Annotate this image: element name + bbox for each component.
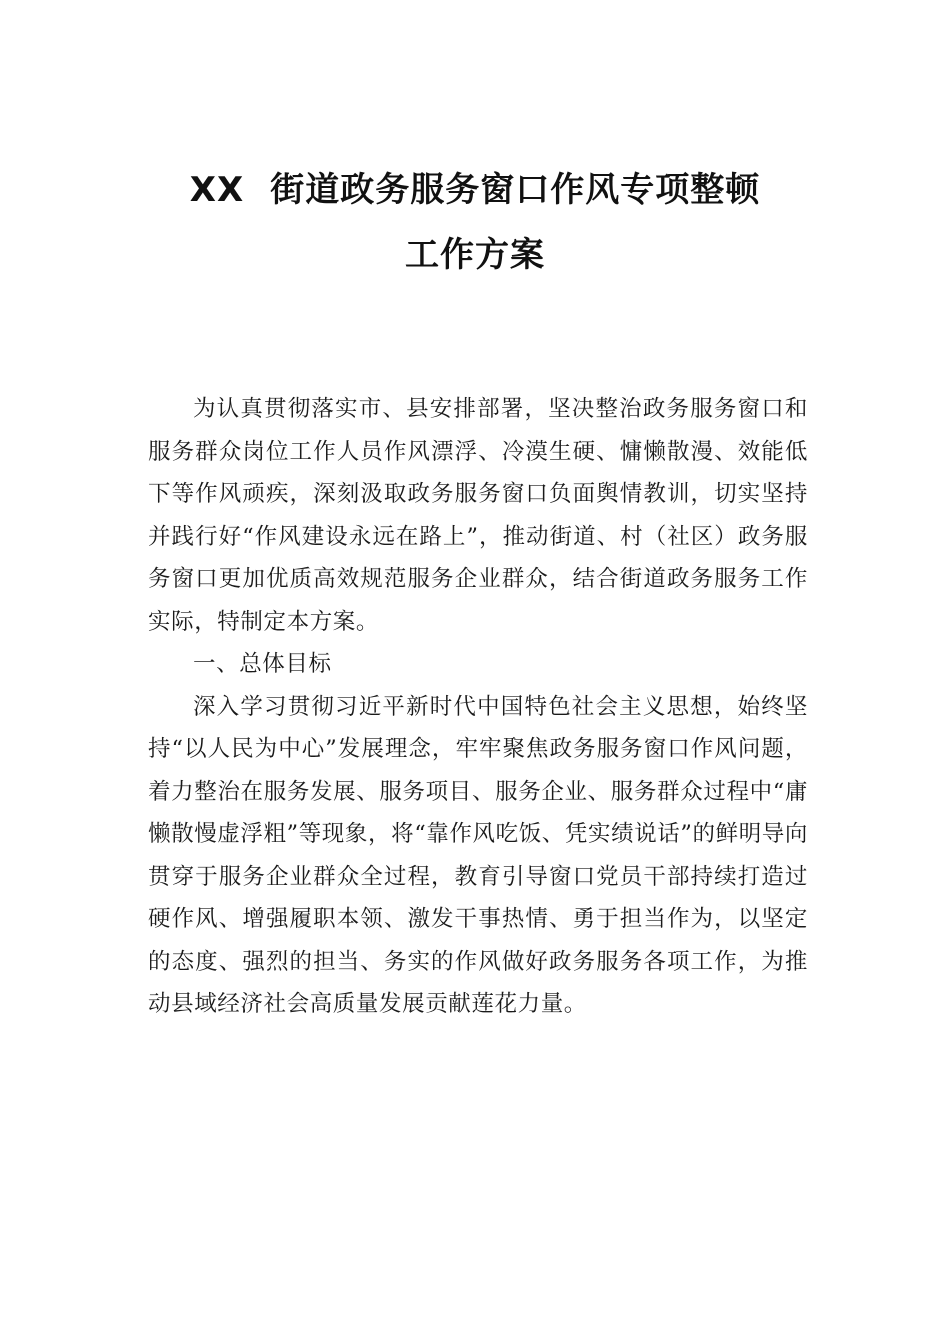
document-body — [148, 388, 808, 1026]
section-paragraph-overall-goal: 深入学习贯彻习近平新时代中国特色社会主义思想，始终坚持“以人民为中心”发展理念，牢牢聚焦政务服务窗口作风问题，着力整治在服务发展、服务项目、服务企业、服务群众过程中“庸懒散慢虚浮粗”等现象，将“靠作风吃饭、凭实绩说话”的鲜明导向贯穿于服务企业群众全过程，教育引导窗口党员干部持续打造过硬作风、增强履职本领、激发干事热情、勇于担当作为，以坚定的态度、强烈的担当、务实的作风做好政务服务各项工作，为推动县域经济社会高质量发展贡献莲花力量。 — [148, 693, 809, 1017]
intro-paragraph: 为认真贯彻落实市、县安排部署，坚决整治政务服务窗口和服务群众岗位工作人员作风漂浮、冷漠生硬、慵懒散漫、效能低下等作风顽疾，深刻汲取政务服务窗口负面舆情教训，切实坚持并践行好“作风建设永远在路上”，推动街道、村（社区）政务服务窗口更加优质高效规范服务企业群众，结合街道政务服务工作实际，特制定本方案。 — [148, 396, 808, 635]
document-title-line-1 — [0, 162, 950, 211]
title-main: 街道政务服务窗口作风专项整顿 — [270, 170, 761, 210]
document-title-line-2: 工作方案 — [405, 235, 545, 275]
title-prefix: XX — [189, 170, 245, 210]
section-heading-overall-goal: 一、总体目标 — [193, 651, 332, 677]
